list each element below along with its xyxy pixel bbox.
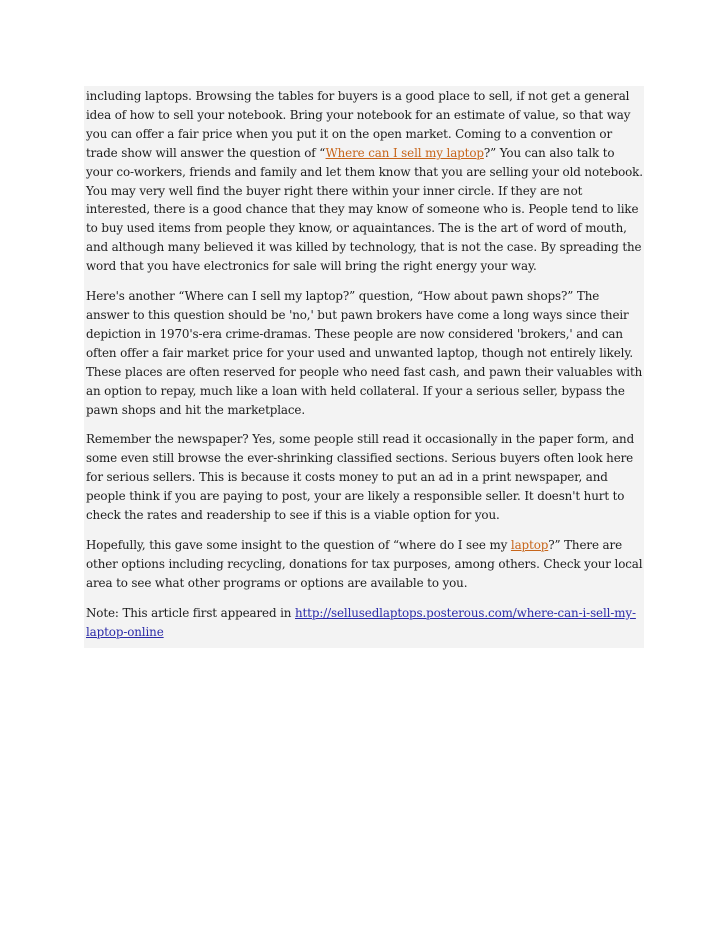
article-body [84, 86, 644, 648]
paragraph-selling-locally [86, 87, 644, 276]
paragraph-text: ?” There are other options including recycling, donations for tax purposes, among others. Check your local area to see what other programs or options are available to you. [86, 537, 643, 590]
paragraph-text: including laptops. Browsing the tables for buyers is a good place to sell, if not get a general idea of how to sell your notebook. Bring your notebook for an estimate of value, so that way you can offer a fair price when you put it on the open market. Coming to a convention or trade show will answer the question of “ [86, 89, 631, 160]
source-url-link[interactable]: http://sellusedlaptops.posterous.com/where-can-i-sell-my-laptop-online [86, 605, 636, 639]
paragraph-conclusion [86, 536, 644, 593]
paragraph-pawn-shops: Here's another “Where can I sell my laptop?” question, “How about pawn shops?” The answer to this question should be 'no,' but pawn brokers have come a long ways since their depiction in 1970's-era crime-dramas. These people are now considered 'brokers,' and can often offer a fair market price for your used and unwanted laptop, though not entirely likely. These places are often reserved for people who need fast cash, and pawn their valuables with an option to repay, much like a loan with held collateral. If your a serious seller, bypass the pawn shops and hit the marketplace. [86, 289, 643, 417]
paragraph-text: Hopefully, this gave some insight to the question of “where do I see my [86, 537, 511, 552]
laptop-link[interactable]: laptop [510, 537, 549, 552]
paragraph-newspaper: Remember the newspaper? Yes, some people still read it occasionally in the paper form, and some even still browse the ever-shrinking classified sections. Serious buyers often look here for serious sellers. This is because it costs money to put an ad in a print newspaper, and people think if you are paying to post, your are likely a responsible seller. It doesn't hurt to check the rates and readership to see if this is a viable option for you. [86, 432, 635, 523]
source-note-text: Note: This article first appeared in [86, 605, 295, 620]
source-note [86, 604, 644, 642]
paragraph-text: ?” You can also talk to your co-workers, friends and family and let them know that you are selling your old notebook. You may very well find the buyer right there within your inner circle. If they are not interested, there is a good chance that they may know of someone who is. People tend to like to buy used items from people they know, or aquaintances. The is the art of word of mouth, and although many believed it was killed by technology, that is not the case. By spreading the word that you have electronics for sale will bring the right energy your way. [86, 145, 643, 274]
where-can-i-sell-my-laptop-link[interactable]: Where can I sell my laptop [325, 145, 484, 160]
